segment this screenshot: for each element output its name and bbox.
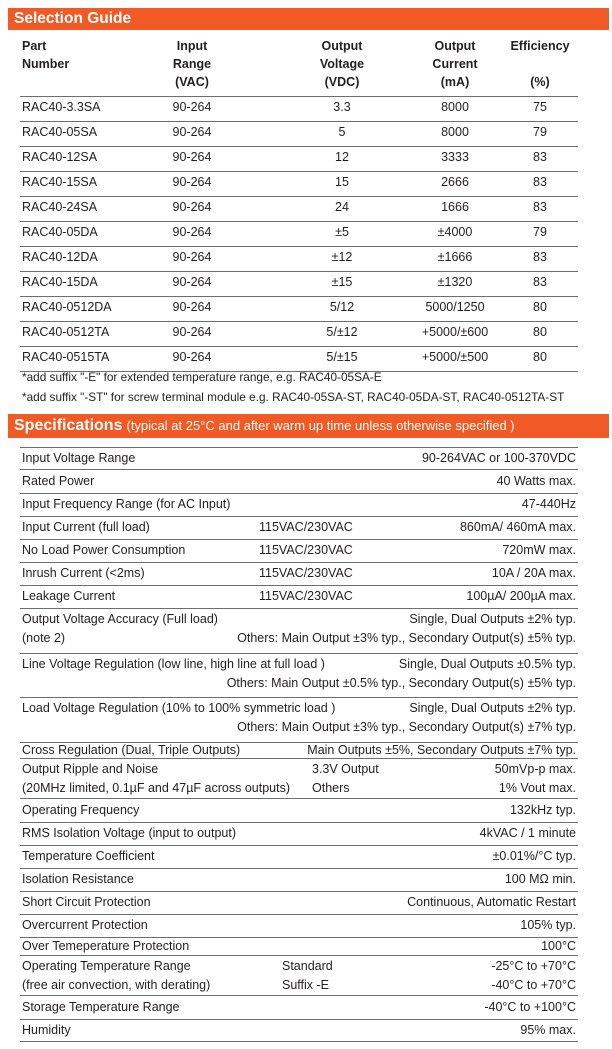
cell-output-current: 8000 — [441, 125, 469, 139]
cell-output-current: 5000/1250 — [425, 300, 485, 314]
cell-input-range: 90-264 — [172, 250, 212, 264]
cell-part-number: RAC40-12DA — [22, 250, 98, 264]
spec-value: 105% typ. — [520, 918, 576, 932]
spec-value-2: Others: Main Output ±3% typ., Secondary Output(s) ±7% typ. — [237, 720, 576, 734]
cell-output-voltage: ±15 — [331, 275, 353, 289]
spec-value: 90-264VAC or 100-370VDC — [421, 451, 576, 465]
cell-efficiency: 80 — [533, 350, 547, 364]
spec-row — [22, 845, 576, 868]
cell-part-number: RAC40-3.3SA — [22, 100, 101, 114]
row-divider — [20, 271, 578, 272]
spec-row — [22, 516, 576, 539]
spec-value: 132kHz typ. — [509, 803, 576, 817]
spec-label: Cross Regulation (Dual, Triple Outputs) — [22, 743, 241, 757]
row-divider — [20, 321, 578, 322]
col-header-efficiency: Efficiency (%) — [510, 39, 570, 89]
spec-value: ±0.01%/°C typ. — [492, 849, 576, 863]
cell-output-current: 8000 — [441, 100, 469, 114]
spec-row — [22, 868, 576, 891]
cell-output-current: +5000/±600 — [421, 325, 489, 339]
spec-row — [22, 937, 576, 955]
spec-value: 720mW max. — [502, 543, 576, 557]
cell-part-number: RAC40-15DA — [22, 275, 98, 289]
specifications-header — [8, 414, 609, 438]
spec-row — [22, 655, 576, 697]
cell-input-range: 90-264 — [172, 200, 212, 214]
row-divider — [20, 146, 578, 147]
spec-value: 10A / 20A max. — [491, 566, 576, 580]
spec-condition: 115VAC/230VAC — [259, 520, 353, 534]
spec-value: Single, Dual Outputs ±0.5% typ. — [398, 657, 576, 671]
spec-label: Isolation Resistance — [22, 872, 134, 886]
cell-input-range: 90-264 — [172, 300, 212, 314]
spec-value: 100°C — [541, 939, 576, 953]
cell-output-voltage: ±12 — [331, 250, 353, 264]
spec-condition: Standard — [282, 959, 333, 973]
spec-divider — [20, 653, 578, 654]
spec-label: Operating Temperature Range — [22, 959, 191, 973]
spec-label: Input Current (full load) — [22, 520, 150, 534]
table-row — [20, 325, 578, 343]
cell-input-range: 90-264 — [172, 350, 212, 364]
spec-label: Operating Frequency — [22, 803, 140, 817]
cell-efficiency: 83 — [533, 150, 547, 164]
spec-label: Humidity — [22, 1023, 71, 1037]
spec-divider — [20, 758, 578, 759]
selection-guide-title: Selection Guide — [14, 10, 132, 27]
spec-label: Output Voltage Accuracy (Full load) — [22, 612, 218, 626]
spec-value: 860mA/ 460mA max. — [459, 520, 576, 534]
table-row — [20, 300, 578, 318]
spec-value: 40 Watts max. — [496, 474, 576, 488]
spec-row — [22, 610, 576, 653]
spec-value: 50mVp-p max. — [494, 762, 576, 776]
cell-input-range: 90-264 — [172, 225, 212, 239]
cell-output-current: 2666 — [441, 175, 469, 189]
spec-label: Temperature Coefficient — [22, 849, 155, 863]
cell-output-voltage: ±5 — [335, 225, 349, 239]
spec-label: Inrush Current (<2ms) — [22, 566, 145, 580]
cell-output-current: ±1666 — [437, 250, 473, 264]
cell-input-range: 90-264 — [172, 125, 212, 139]
cell-efficiency: 75 — [533, 100, 547, 114]
spec-label-2: (note 2) — [22, 631, 66, 645]
spec-label: Input Voltage Range — [22, 451, 136, 465]
spec-condition-2: Others — [312, 781, 350, 795]
spec-value: 4kVAC / 1 minute — [479, 826, 576, 840]
spec-row — [22, 760, 576, 798]
specifications-title: Specifications — [14, 417, 123, 434]
cell-efficiency: 83 — [533, 275, 547, 289]
spec-condition: 115VAC/230VAC — [259, 589, 353, 603]
cell-output-voltage: 5/12 — [329, 300, 355, 314]
cell-input-range: 90-264 — [172, 325, 212, 339]
spec-value-2: Others: Main Output ±3% typ., Secondary Output(s) ±5% typ. — [237, 631, 576, 645]
col-header-part: Part Number — [22, 39, 70, 71]
spec-label: Leakage Current — [22, 589, 116, 603]
table-row — [20, 200, 578, 218]
row-divider — [20, 246, 578, 247]
spec-label: Line Voltage Regulation (low line, high line at full load ) — [22, 657, 325, 671]
cell-output-current: ±1320 — [437, 275, 473, 289]
spec-value-2: Others: Main Output ±0.5% typ., Secondary Output(s) ±5% typ. — [226, 676, 576, 690]
cell-part-number: RAC40-12SA — [22, 150, 98, 164]
spec-label: Load Voltage Regulation (10% to 100% symmetric load ) — [22, 701, 336, 715]
spec-label: Input Frequency Range (for AC Input) — [22, 497, 231, 511]
spec-label: No Load Power Consumption — [22, 543, 186, 557]
cell-output-current: 1666 — [441, 200, 469, 214]
row-divider — [20, 121, 578, 122]
spec-value: Main Outputs ±5%, Secondary Outputs ±7% typ. — [307, 743, 576, 757]
row-divider — [20, 221, 578, 222]
spec-row — [22, 1019, 576, 1041]
table-row — [20, 350, 578, 368]
row-divider — [20, 171, 578, 172]
spec-row — [22, 822, 576, 845]
spec-condition-2: Suffix -E — [282, 978, 330, 992]
cell-output-current: ±4000 — [437, 225, 473, 239]
cell-efficiency: 83 — [533, 200, 547, 214]
spec-label: Rated Power — [22, 474, 95, 488]
cell-input-range: 90-264 — [172, 175, 212, 189]
table-row — [20, 175, 578, 193]
spec-condition: 3.3V Output — [312, 762, 379, 776]
cell-output-voltage: 12 — [335, 150, 349, 164]
spec-label: Overcurrent Protection — [22, 918, 148, 932]
spec-value: -40°C to +100°C — [484, 1000, 576, 1014]
cell-input-range: 90-264 — [172, 275, 212, 289]
table-row — [20, 150, 578, 168]
spec-divider — [20, 608, 578, 609]
cell-part-number: RAC40-24SA — [22, 200, 98, 214]
cell-output-voltage: 3.3 — [333, 100, 351, 114]
table-row — [20, 250, 578, 268]
selection-guide-header — [8, 8, 609, 30]
spec-label: Short Circuit Protection — [22, 895, 151, 909]
col-header-input: Input Range (VAC) — [172, 39, 212, 89]
cell-efficiency: 80 — [533, 300, 547, 314]
spec-value: 47-440Hz — [521, 497, 576, 511]
cell-output-voltage: 5 — [338, 125, 346, 139]
col-header-current: Output Current (mA) — [432, 39, 478, 89]
specifications-subtitle: (typical at 25°C and after warm up time unless otherwise specified ) — [126, 418, 515, 433]
spec-row — [22, 957, 576, 995]
spec-value: Continuous, Automatic Restart — [407, 895, 576, 909]
spec-label: RMS Isolation Voltage (input to output) — [22, 826, 237, 840]
spec-value: -25°C to +70°C — [491, 959, 576, 973]
cell-output-current: 3333 — [441, 150, 469, 164]
cell-part-number: RAC40-0515TA — [22, 350, 110, 364]
spec-row — [22, 470, 576, 493]
spec-row — [22, 539, 576, 562]
spec-label: Storage Temperature Range — [22, 1000, 180, 1014]
spec-label: Output Ripple and Noise — [22, 762, 159, 776]
note-suffix-st: *add suffix "-ST" for screw terminal module e.g. RAC40-05SA-ST, RAC40-05DA-ST, RAC40-0512TA-ST — [22, 390, 565, 404]
cell-efficiency: 83 — [533, 175, 547, 189]
spec-row — [22, 891, 576, 914]
table-row — [20, 100, 578, 118]
col-header-voltage: Output Voltage (VDC) — [319, 39, 365, 89]
cell-output-voltage: 15 — [335, 175, 349, 189]
row-divider — [20, 296, 578, 297]
cell-part-number: RAC40-0512TA — [22, 325, 110, 339]
spec-condition: 115VAC/230VAC — [259, 543, 353, 557]
spec-row — [22, 562, 576, 585]
cell-efficiency: 79 — [533, 125, 547, 139]
cell-part-number: RAC40-05DA — [22, 225, 98, 239]
table-row — [20, 225, 578, 243]
cell-input-range: 90-264 — [172, 150, 212, 164]
spec-row — [22, 742, 576, 758]
spec-row — [22, 447, 576, 469]
spec-divider — [20, 955, 578, 956]
spec-value: Single, Dual Outputs ±2% typ. — [409, 612, 576, 626]
spec-value: 100µA/ 200µA max. — [466, 589, 576, 603]
spec-value-2: -40°C to +70°C — [491, 978, 576, 992]
cell-part-number: RAC40-05SA — [22, 125, 98, 139]
spec-row — [22, 699, 576, 742]
cell-efficiency: 83 — [533, 250, 547, 264]
note-suffix-e: *add suffix "-E" for extended temperature range, e.g. RAC40-05SA-E — [22, 370, 382, 384]
row-divider — [20, 96, 578, 97]
spec-row — [22, 798, 576, 822]
spec-label-2: (free air convection, with derating) — [22, 978, 211, 992]
cell-output-voltage: 5/±12 — [326, 325, 358, 339]
spec-value-2: 1% Vout max. — [498, 781, 576, 795]
spec-divider — [20, 697, 578, 698]
spec-label: Over Temeperature Protection — [22, 939, 190, 953]
spec-value: 95% max. — [520, 1023, 576, 1037]
spec-value: 100 MΩ min. — [504, 872, 576, 886]
spec-row — [22, 914, 576, 937]
spec-row — [22, 493, 576, 516]
cell-efficiency: 79 — [533, 225, 547, 239]
spec-label-2: (20MHz limited, 0.1µF and 47µF across outputs) — [22, 781, 290, 795]
cell-part-number: RAC40-0512DA — [22, 300, 112, 314]
row-divider — [20, 346, 578, 347]
cell-output-voltage: 5/±15 — [326, 350, 358, 364]
cell-efficiency: 80 — [533, 325, 547, 339]
spec-value: Single, Dual Outputs ±2% typ. — [409, 701, 576, 715]
table-row — [20, 275, 578, 293]
spec-divider — [20, 1041, 578, 1042]
spec-condition: 115VAC/230VAC — [259, 566, 353, 580]
spec-row — [22, 585, 576, 608]
spec-row — [22, 995, 576, 1019]
cell-output-current: +5000/±500 — [421, 350, 489, 364]
cell-output-voltage: 24 — [335, 200, 349, 214]
row-divider — [20, 196, 578, 197]
cell-part-number: RAC40-15SA — [22, 175, 98, 189]
table-row — [20, 125, 578, 143]
cell-input-range: 90-264 — [172, 100, 212, 114]
